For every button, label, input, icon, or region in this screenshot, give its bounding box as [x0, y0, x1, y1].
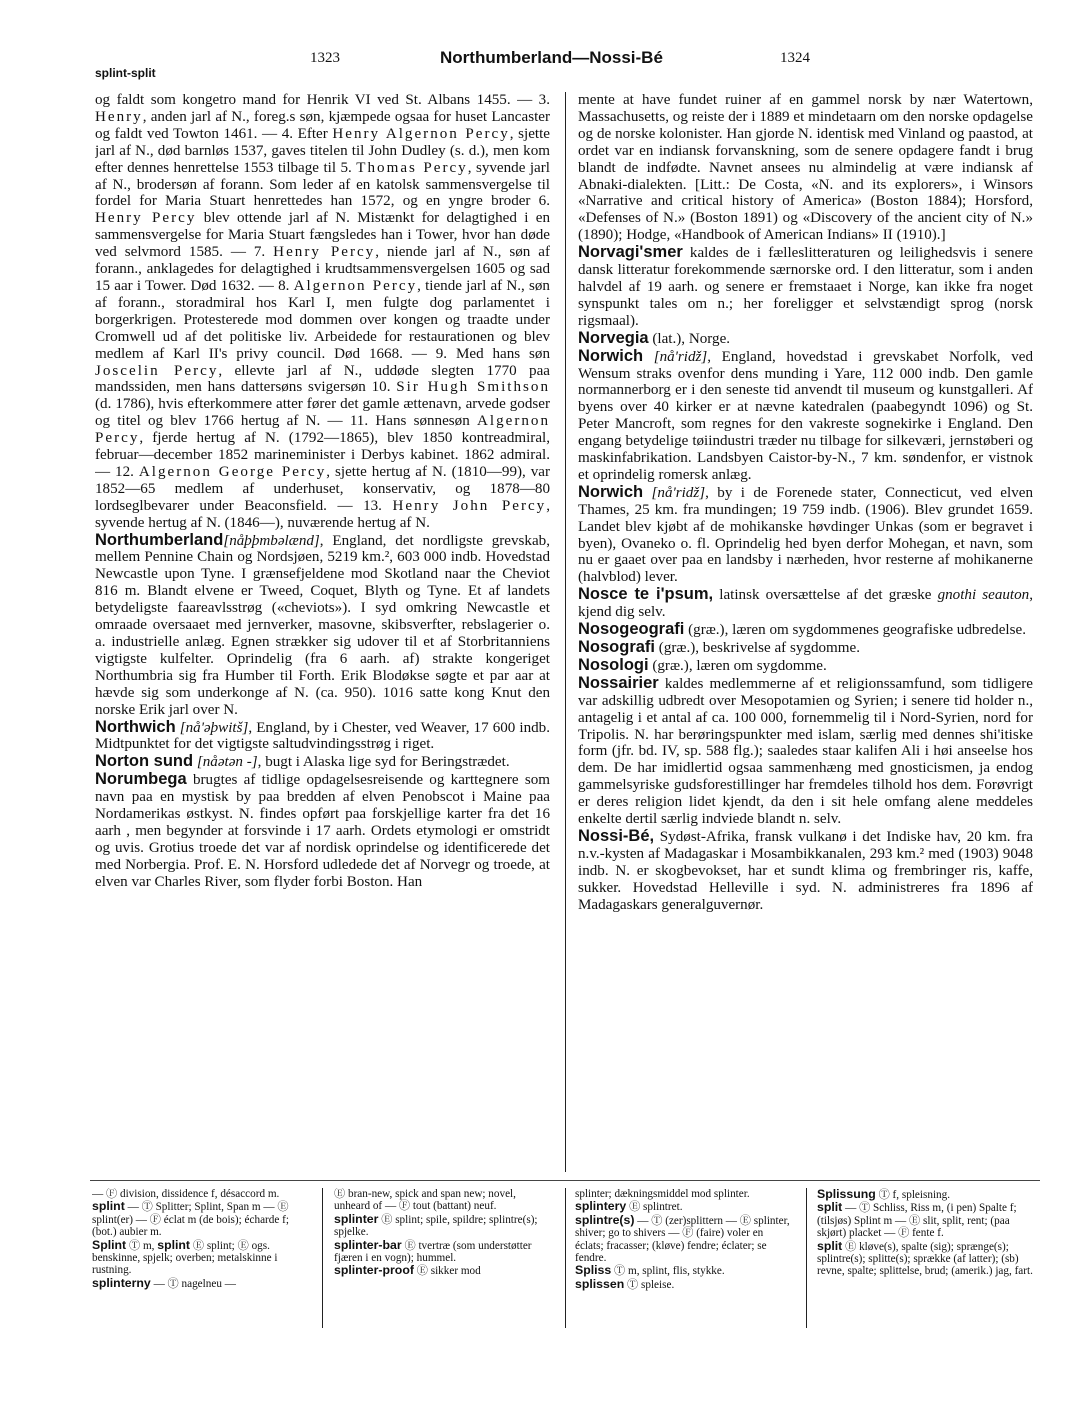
text-run: , niende jarl af N., søn af forann., anklagedes for delagtighed i krudtsammensvergelsen 1605 og sad 15 aar i Tower. Død 1632. — 8. — [95, 244, 550, 294]
headword: Norvagi'smer — [578, 243, 683, 262]
footer-text: Ⓔ splint; Ⓔ ogs. benskinne, spjelk; overben; metalskinne i rustning. — [92, 1239, 278, 1277]
footer-entry — [334, 1264, 552, 1277]
pronunciation: [nåətən -] — [196, 754, 258, 771]
entry-text: , bugt i Alaska lige syd for Beringstrædet. — [257, 754, 510, 771]
right-column — [578, 92, 1033, 1170]
running-title: Northumberland—Nossi-Bé — [440, 48, 663, 67]
entry-text: kaldes de i fælleslitteraturen og leilighedsvis i senere dansk litteratur forekommende særnorske ord. I den litteratur, som i anden halvdel af 19 aarh. og senere er fremstaaet i Norge, kan ikke fra noget synspunkt tales om n.; her foreligger et selvstændigt sprog (norsk rigsmaal). — [578, 245, 1033, 329]
headword: Nosce te i'psum, — [578, 585, 714, 604]
column-divider — [565, 92, 566, 1172]
pronunciation: [nå'ridž] — [653, 348, 708, 365]
footer-column-4 — [817, 1188, 1035, 1278]
person-name: Henry — [95, 108, 143, 125]
entry-nosce-te-ipsum — [578, 586, 1033, 621]
footer-column-divider — [565, 1188, 566, 1328]
person-name: Algernon Percy — [95, 413, 550, 447]
entry-nossairier — [578, 675, 1033, 828]
text-run: , sjette hertug af N. (1810—99), var 1852—65 medlem af underhuset, konservativ, og 1878—80 lordseglbevarer under Beaconsfield. — 13. — [95, 463, 550, 514]
footer-entry — [817, 1201, 1035, 1239]
footer-headword: splint — [157, 1237, 191, 1252]
norumbega-continuation: mente at have fundet ruiner af en gammel norsk by nær Watertown, Massachusetts, og reiste der i 1889 et mindetaarn om den norske opdagelse og de norske kolonister. Han gjorde N. identisk med Vinland og paastod, at ordet var en indiansk forvanskning, som de senere opdagere fandt i brug blandt de indfødte. Navnet ansees nu almindelig at være indiansk af Abnaki-dialekten. [Litt.: De Costa, «N. and its explorers», i Winsors «Narrative and critical history of America» (Boston 1884); Horsford, «Defenses of N.» (Boston 1891) og «Discovery of the ancient city of N.» (1890); Hodge, «Handbook of American Indians» II (1910).] — [578, 92, 1033, 244]
footer-entry — [92, 1200, 310, 1238]
headword: Nossairier — [578, 673, 659, 692]
headword: Northumberland — [95, 530, 224, 549]
person-name: Joscelin Percy — [95, 362, 219, 379]
footer-headword: splint — [92, 1199, 125, 1214]
footer-text: Ⓔ splintret. — [626, 1201, 683, 1214]
footer-entry — [817, 1240, 1035, 1278]
footer-entry — [817, 1188, 1035, 1201]
headword: Nosografi — [578, 638, 656, 656]
page-number-left: 1323 — [310, 50, 340, 66]
headword: Nossi-Bé, — [578, 826, 655, 845]
footer-headword: splinter — [334, 1211, 379, 1226]
footer-text: Ⓔ kløve(s), spalte (sig); sprænge(s); splintre(s); splitte(s); sprække (af latter); (sb) revne, spalte; splittelse, brud; (amerik.) jag, fart. — [817, 1240, 1033, 1278]
footer-text: — Ⓣ (zer)splittern — Ⓔ splinter, shiver; go to shivers — Ⓕ (faire) voler en éclats; fracasser; (kløve) fendre; éclater; se fendre. — [575, 1214, 790, 1265]
entry-text: brugtes af tidlige opdagelsesreisende og karttegnere som navn paa en mystisk by paa bredden af elven Penobscot i Maine paa Nordamerikas østkyst. N. findes opført paa forskjellige karter fra det 16 aarh , men begynder at forsvinde i 17 aarh. Ordets etymologi er omstridt og uvis. Grotius troede det var af nordisk oprindelse og identificerede det med Norbergia. Prof. E. N. Horsford udledede det af Norvegr og troede, at elven var Charles River, som flyder forbi Boston. Han — [95, 772, 550, 890]
footer-entry — [334, 1239, 552, 1265]
entry-norwich-england — [578, 348, 1033, 484]
guide-words: splint-split — [95, 66, 156, 80]
person-name: Henry Percy — [273, 244, 376, 261]
entry-text: (græ.), læren om sygdommenes geografiske udbredelse. — [684, 622, 1026, 639]
footer-headword: Spliss — [575, 1263, 612, 1278]
headword: Norwich — [578, 482, 644, 501]
text-run: , syvende hertug af N. (1846—), nuværende hertug af N. — [95, 497, 550, 531]
entry-norvegia — [578, 330, 1033, 348]
footer-entry: — Ⓕ division, dissidence f, désaccord m. — [92, 1188, 280, 1200]
entry-nosogeografi — [578, 621, 1033, 639]
person-name: Thomas Percy — [356, 159, 468, 176]
text-run: blev ottende jarl af N. Mistænkt for delagtighed i en sammensvergelse for Maria Stuart fængsledes han i Tower, hvor han døde ved selvmord 1585. — 7. — [95, 210, 550, 261]
text-run: , fjerde hertug af N. (1792—1865), blev 1850 kontreadmiral, februar—december 1852 marineminister i Derbys kabinet. 1862 admiral. — 12. — [95, 430, 550, 480]
entry-text: , England, by i Chester, ved Weaver, 17 600 indb. Midtpunktet for det vigtigste saltudvindingsstrøg i riget. — [95, 719, 550, 753]
entry-text: , England, det nordligste grevskab, mellem Pennine Chain og Nordsjøen, 5219 km.², 603 000 indb. Hovedstad Newcastle upon Tyne. I grænsefjeldene mod Skotland naar the Cheviot 816 m. Blandt elvene er Tweed, Coquet, Blyth og Tyne. Et af landets betydeligste faareavlsstrøg («cheviots»). I syd omkring Newcastle et omraade oversaaet med jernverker, masovne, skibsverfter, rebslagerier o. a. industrielle anlæg. Egnen strækker sig udover til et af Storbritanniens vigtigste kulfelter. Oprindelig (fra 6 aarh. af) strakte kongeriget Northumbria sig fra Humber til Forth. Erik Blodøkse søgte et par aar at hævde sig som underkonge af N. (ca. 950). 1016 satte kong Knut den norske Erik jarl over N. — [95, 532, 550, 718]
footer-text: Ⓣ m, — [126, 1239, 158, 1252]
text-run: , sjette jarl af N., død barnløs 1537, gaves titelen til John Dudley (s. d.), men kom efter dennes henrettelse 1553 tilbage til 5. — [95, 125, 550, 176]
pronunciation: [nå'ridž] — [651, 484, 706, 501]
greek-phrase: gnothi seauton — [937, 587, 1030, 604]
entry-text: , England, hovedstad i grevskabet Norfolk, ved Wensum straks ovenfor dens munding i Yare, 112 000 indb. Den gamle normannerborg er i den seneste tid anvendt til museum og kunstgalleri. Af byens over 40 kirker er at nævne katedralen (paabegyndt 1096) og St. Peter Mancroft, som regnes for den vakreste sognekirke i England. Den engang betydelige tøiindustri træder nu tilbage for silkeværi, jernstøberi og maskinfabrikation. Landsbyen Caistor-by-N., 7 km. søndenfor, er vistnok et oprindelig romersk anlæg. — [578, 348, 1033, 483]
entry-norton-sund — [95, 753, 550, 771]
footer-headword: splintre(s) — [575, 1212, 635, 1227]
headword: Norumbega — [95, 770, 187, 789]
entry-text: , kjend dig selv. — [578, 587, 1033, 621]
footer-text: Ⓔ sikker mod — [413, 1265, 481, 1278]
footer-text: Ⓣ m, splint, flis, stykke. — [611, 1265, 725, 1278]
headword: Norton sund — [95, 752, 194, 771]
entry-northwich — [95, 719, 550, 754]
footer-entry: Ⓔ bran-new, spick and span new; novel, unheard of — Ⓕ tout (battant) neuf. — [334, 1188, 516, 1213]
entry-nossi-be — [578, 828, 1033, 914]
footer-text: Ⓣ spleise. — [624, 1278, 675, 1291]
person-name: Henry Algernon Percy — [332, 125, 510, 142]
footer-headword: Splint — [92, 1237, 127, 1252]
entry-text: (græ.), læren om sygdomme. — [648, 657, 827, 674]
footer-headword: splintery — [575, 1199, 627, 1214]
footer-column-1 — [92, 1188, 310, 1290]
page-number-right: 1324 — [780, 50, 810, 66]
footer-text: Ⓣ f, spleisning. — [875, 1189, 951, 1201]
footer-headword: splinter-bar — [334, 1237, 402, 1252]
text-run: (d. 1786), hvis efterkommere atter fører det gamle ættenavn, arvede godser og titel og blev 1766 hertug af N. — 11. Hans sønnesøn — [95, 396, 550, 430]
footer-column-3 — [575, 1188, 793, 1291]
footer-column-divider — [322, 1188, 323, 1328]
footer-divider — [90, 1180, 1040, 1181]
entry-norvagismer — [578, 244, 1033, 330]
entry-nosologi — [578, 657, 1033, 675]
footer-headword: split — [817, 1200, 843, 1215]
entry-norwich-connecticut — [578, 484, 1033, 586]
text-run: , ellevte jarl af N., uddøde slegten 1770 paa mandssiden, men hans dattersøns svigersøn 10. — [95, 362, 550, 396]
person-name: Henry Percy — [95, 210, 197, 227]
person-name: Henry John Percy — [392, 497, 547, 514]
left-column — [95, 92, 550, 1170]
text-run: , anden jarl af N., foreg.s søn, kjæmpede ogsaa for huset Lancaster og faldt ved Towton 1461. — 4. Efter — [95, 108, 550, 142]
headword: Northwich — [95, 717, 176, 736]
entry-text: latinsk oversættelse af det græske — [713, 587, 938, 604]
footer-text: — Ⓣ Splitter; Splint, Span m — Ⓔ splint(er) — Ⓕ éclat m (de bois); écharde f; (bot.) aubier m. — [92, 1201, 289, 1239]
headword: Norwich — [578, 346, 644, 365]
footer-text: — Ⓣ nagelneu — — [150, 1277, 236, 1290]
footer-entry — [575, 1264, 793, 1277]
footer-entry — [575, 1200, 793, 1213]
entry-text: kaldes medlemmerne af et religionssamfund, som tidligere var adskillig udbredt over Mesopotamien og Syrien; i senere tid holder n., antagelig i et antal af ca. 100 000, fornemmelig til i Nord-Syrien, nord for Tripolis. N. har berøringspunkter med islam, særlig med dennes shi'itiske form (jfr. bd. IV, sp. 588 flg.); saaledes staar kalifen Ali i høi anseelse hos dem. De har imidlertid ogsaa sammenhæng med gnosticismen, ja endog gammelsyriske gudsforestillinger har fremdeles tilhold hos dem. Forøvrigt er deres religion lidet kjendt, da den i sit hele omfang alene meddeles enkelte dertil særlig indviede blandt n. selv. — [578, 675, 1033, 828]
pronunciation: [nå'əþwitš] — [179, 719, 249, 736]
footer-headword: Splissung — [817, 1188, 876, 1201]
footer-column-2 — [334, 1188, 552, 1278]
entry-text: (græ.), beskrivelse af sygdomme. — [655, 640, 860, 656]
person-name: Sir Hugh Smithson — [396, 379, 550, 396]
entry-northumberland — [95, 532, 550, 719]
entry-text: , by i de Forenede stater, Connecticut, ved elven Thames, 25 km. fra mundingen; 19 759 indb. (1906). Blev grundet 1659. Landet blev kjøbt af de mohikanske høvdinger Unkas (som er begravet i byen), Ovaneko o. fl. Oprindelig hed byen derfor Mohegan, et navn, som nu er gaaet over paa en landsby i nærheden, hvor resterne af mohikanerne (halvblod) lever. — [578, 484, 1033, 586]
footer-entry: splinter; dækningsmiddel mod splinter. — [575, 1188, 750, 1200]
footer-headword: splissen — [575, 1276, 625, 1291]
footer-entry — [334, 1213, 552, 1239]
footer-entry — [575, 1278, 793, 1291]
footer-headword: splinterny — [92, 1275, 151, 1290]
text-run: og faldt som kongetro mand for Henrik VI ved St. Albans 1455. — 3. — [95, 92, 550, 108]
headword: Nosologi — [578, 655, 649, 674]
footer-entry — [92, 1277, 310, 1290]
person-name: Algernon Percy — [293, 277, 418, 294]
entry-text: Sydøst-Afrika, fransk vulkanø i det Indiske hav, 20 km. fra n.v.-kysten af Madagaskar i Mosambikkanalen, 293 km.² med (1903) 9048 indb. N. er skogbevokset, har et sundt klima og frembringer ris, kaffe, sukker. Hovedstad Helleville i syd. N. administreres fra 1896 af Madagaskars generalguvernør. — [578, 828, 1033, 913]
footer-headword: splinter-proof — [334, 1263, 414, 1278]
footer-text: Ⓔ splint; spile, spildre; splintre(s); spjelke. — [334, 1213, 538, 1239]
text-run: , syvende jarl af N., brodersøn af forann. Som leder af en katolsk sammensvergelse til fordel for Maria Stuart henrettedes han 1572, og en yngre broder 6. — [95, 159, 550, 210]
footer-entry — [92, 1239, 310, 1277]
entry-nosografi — [578, 639, 1033, 657]
percy-continuation — [95, 92, 550, 532]
footer-text: Ⓔ tvertræ (som understøtter fjæren i en vogn); hummel. — [334, 1239, 532, 1265]
footer-column-divider — [806, 1188, 807, 1328]
pronunciation: [nåþþmbəlænd] — [223, 532, 320, 549]
footer-headword: split — [817, 1238, 843, 1253]
footer-entry — [575, 1214, 793, 1265]
headword: Norvegia — [578, 328, 649, 347]
person-name: Algernon George Percy — [138, 463, 327, 480]
entry-text: (lat.), Norge. — [648, 330, 731, 347]
footer-text: — Ⓣ Schliss, Riss m, (i pen) Spalte f; (tilsjøs) Splint m — Ⓔ slit, split, rent; (paa skjørt) placket — Ⓕ fente f. — [817, 1202, 1017, 1240]
entry-norumbega — [95, 771, 550, 890]
headword: Nosogeografi — [578, 620, 685, 639]
text-run: , tiende jarl af N., søn af forann., storadmiral hos Karl I, men fulgte dog parlamentet i borgerkrigen. Protesterede mod dommen over kongen og traadte under Cromwell ud af det politiske liv. Arbeidede for restaurationen og blev medlem af Karl II's privy council. Død 1668. — 9. Med hans søn — [95, 277, 550, 362]
